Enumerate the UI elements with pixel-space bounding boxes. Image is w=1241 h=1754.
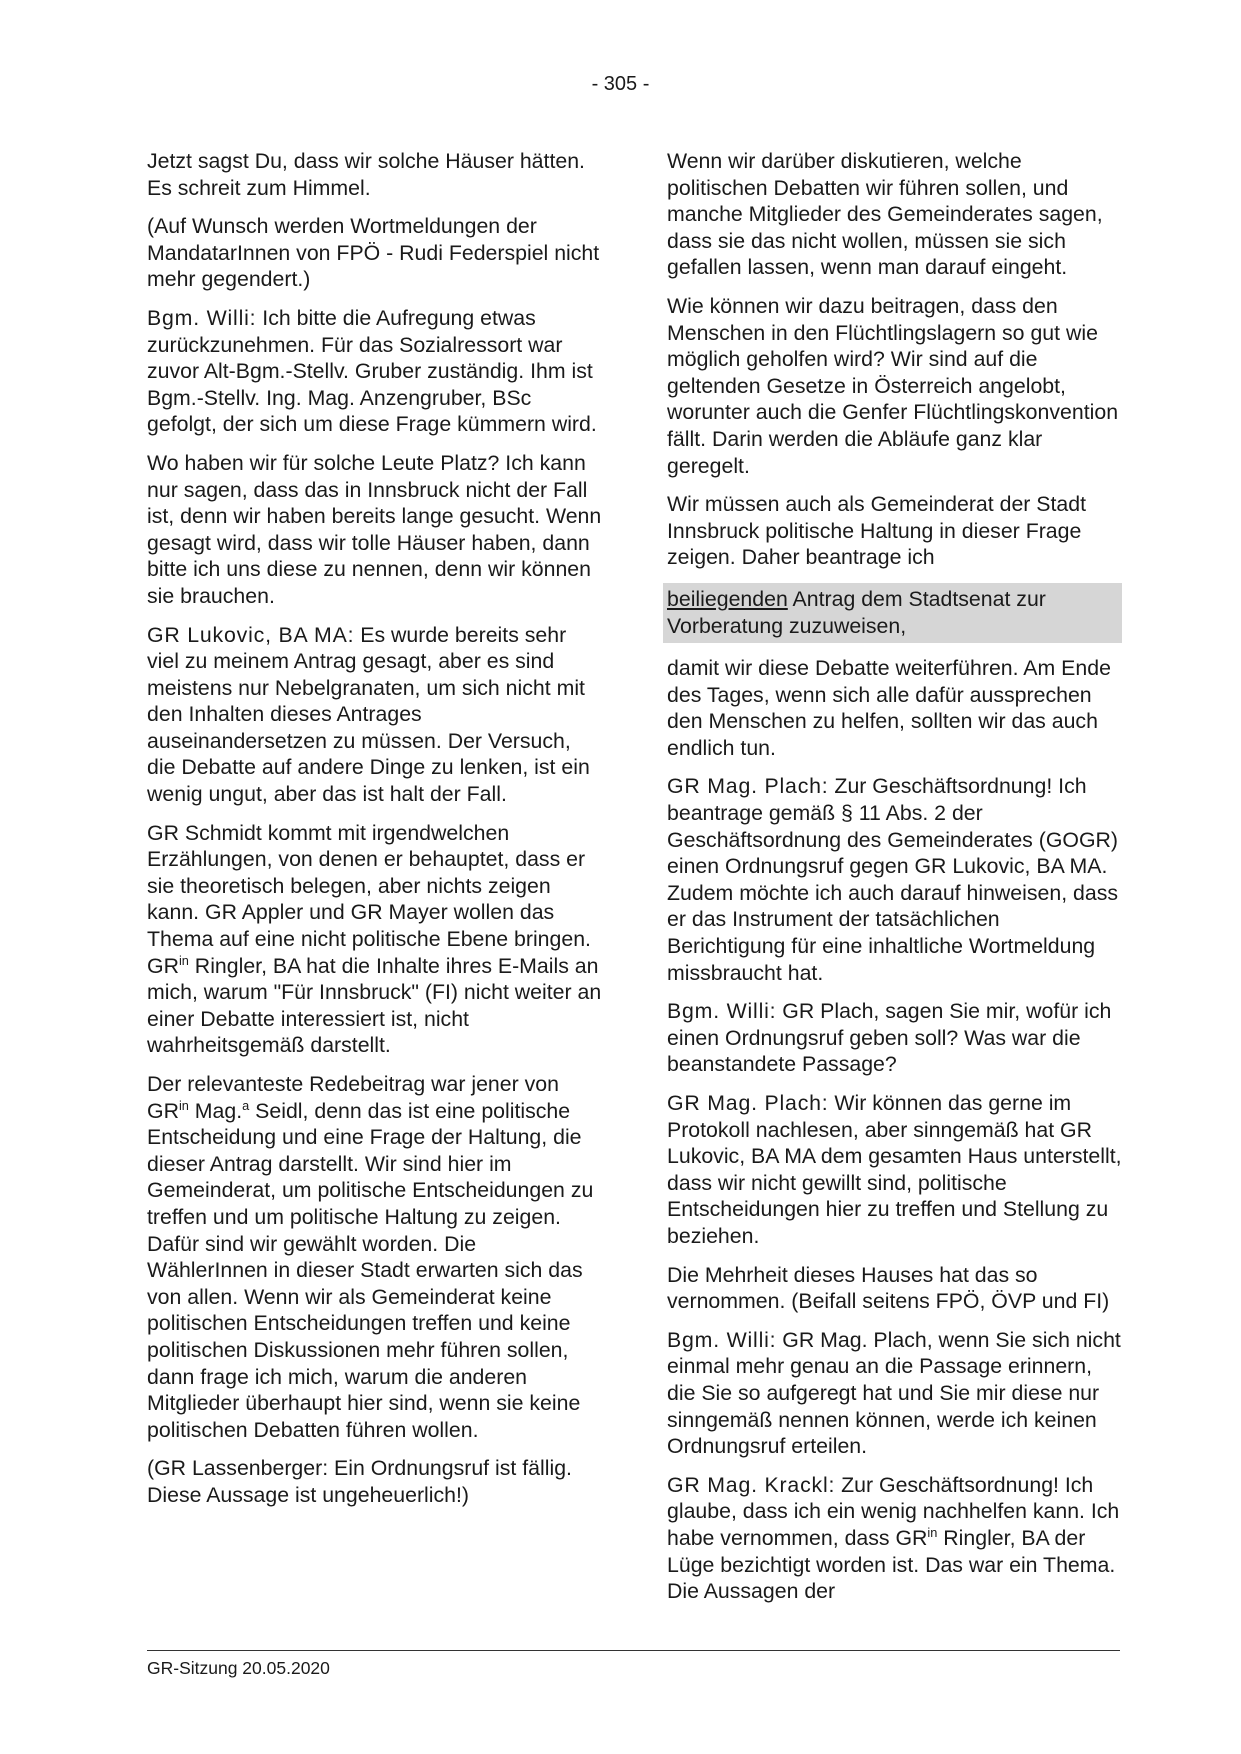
speech-text: Ich bitte die Aufregung etwas zurückzunehmen. Für das Sozialressort war zuvor Alt-Bgm.-Stellv. Gruber zuständig. Ihm ist Bgm.-Stellv. Ing. Mag. Anzengruber, BSc gefolgt, der sich um diese Frage kümmern wird.	[147, 305, 597, 437]
speaker-name: GR Mag. Plach:	[667, 774, 829, 799]
paragraph: Wir müssen auch als Gemeinderat der Stadt Innsbruck politische Haltung in dieser Frage zeigen. Daher beantrage ich	[667, 492, 1087, 570]
text-run: Seidl, denn das ist eine politische Entscheidung und eine Frage der Haltung, die dieser Antrag darstellt. Wir sind hier im Gemeinderat, um politische Entscheidungen zu treffen und um politische Haltung zu zeigen. Dafür sind wir gewählt worden. Die WählerInnen in dieser Stadt erwarten sich das von allen. Wenn wir als Gemeinderat keine politischen Entscheidungen treffen und keine politischen Diskussionen mehr führen sollen, dann frage ich mich, warum die anderen Mitglieder überhaupt hier sind, wenn sie keine politischen Debatten führen wollen.	[147, 1098, 594, 1442]
paragraph: Wie können wir dazu beitragen, dass den Menschen in den Flüchtlingslagern so gut wie möglich geholfen wird? Wir sind auf die geltenden Gesetze in Österreich angelobt, worunter auch die Genfer Flüchtlingskonvention fällt. Darin werden die Abläufe ganz klar geregelt.	[667, 293, 1119, 478]
paragraph	[667, 1327, 1122, 1460]
paragraph: Die Mehrheit dieses Hauses hat das so vernommen. (Beifall seitens FPÖ, ÖVP und FI)	[667, 1262, 1110, 1314]
footer-session-date: GR-Sitzung 20.05.2020	[147, 1658, 330, 1678]
paragraph	[147, 820, 602, 1059]
paragraph: Jetzt sagst Du, dass wir solche Häuser hätten. Es schreit zum Himmel.	[147, 149, 585, 200]
motion-text: Antrag dem Stadtsenat zur Vorberatung zuzuweisen,	[667, 586, 1046, 638]
speaker-name: Bgm. Willi:	[667, 999, 777, 1024]
text-run: Zur Geschäftsordnung! Ich glaube, dass ich ein wenig nachhelfen kann. Ich habe vernommen, dass GR	[667, 1472, 1120, 1550]
speech-text: GR Mag. Plach, wenn Sie sich nicht einmal mehr genau an die Passage erinnern, die Sie so aufgeregt hat und Sie mir diese nur sinngemäß nennen können, werde ich keinen Ordnungsruf erteilen.	[667, 1327, 1121, 1459]
text-run: Der relevanteste Redebeitrag war jener von GR	[147, 1072, 559, 1123]
text-run: GR Schmidt kommt mit irgendwelchen Erzählungen, von denen er behauptet, dass er sie theoretisch belegen, aber nichts zeigen kann. GR Appler und GR Mayer wollen das Thema auf eine nicht politische Ebene bringen. GR	[147, 820, 591, 978]
speaker-name: Bgm. Willi:	[667, 1327, 777, 1352]
speaker-name: GR Lukovic, BA MA:	[147, 622, 355, 647]
paragraph	[667, 998, 1122, 1078]
paragraph	[667, 773, 1122, 986]
left-column	[147, 148, 602, 1521]
speech-text: Zur Geschäftsordnung! Ich beantrage gemäß § 11 Abs. 2 der Geschäftsordnung des Gemeinderates (GOGR) einen Ordnungsruf gegen GR Lukovic, BA MA. Zudem möchte ich auch darauf hinweisen, dass er das Instrument der tatsächlichen Berichtigung für eine inhaltliche Wortmeldung missbraucht hat.	[667, 774, 1119, 985]
superscript: in	[178, 1097, 189, 1113]
paragraph: Wo haben wir für solche Leute Platz? Ich kann nur sagen, dass das in Innsbruck nicht der Fall ist, denn wir haben bereits lange gesucht. Wenn gesagt wird, dass wir tolle Häuser haben, dann bitte ich uns diese zu nennen, denn wir können sie brauchen.	[147, 450, 602, 608]
paragraph	[147, 1071, 602, 1443]
paragraph: Wenn wir darüber diskutieren, welche politischen Debatten wir führen sollen, und manche Mitglieder des Gemeinderates sagen, dass sie das nicht wollen, müssen sie sich gefallen lassen, wenn man darauf eingeht.	[667, 149, 1103, 280]
right-column	[667, 148, 1122, 1617]
speech-text: GR Plach, sagen Sie mir, wofür ich einen Ordnungsruf geben soll? Was war die beanstandete Passage?	[667, 999, 1112, 1077]
speech-text: Es wurde bereits sehr viel zu meinem Antrag gesagt, aber es sind meistens nur Nebelgranaten, um sich nicht mit den Inhalten dieses Antrages auseinandersetzen zu müssen. Der Versuch, die Debatte auf andere Dinge zu lenken, ist ein wenig ungut, aber das ist halt der Fall.	[147, 622, 590, 807]
paragraph: (Auf Wunsch werden Wortmeldungen der MandatarInnen von FPÖ - Rudi Federspiel nicht mehr gegendert.)	[147, 214, 600, 292]
speaker-name: GR Mag. Plach:	[667, 1091, 829, 1115]
speaker-name: Bgm. Willi:	[147, 305, 257, 330]
paragraph	[667, 1472, 1122, 1605]
motion-highlight	[663, 583, 1122, 643]
paragraph: (GR Lassenberger: Ein Ordnungsruf ist fällig. Diese Aussage ist ungeheuerlich!)	[147, 1456, 572, 1507]
footer-divider	[147, 1650, 1120, 1651]
text-run: Ringler, BA hat die Inhalte ihres E-Mails an mich, warum "Für Innsbruck" (FI) nicht weiter an einer Debatte interessiert ist, nicht wahrheitsgemäß darstellt.	[147, 953, 602, 1058]
paragraph	[147, 305, 602, 438]
speech-text: Wir können das gerne im Protokoll nachlesen, aber sinngemäß hat GR Lukovic, BA MA dem gesamten Haus unterstellt, dass wir nicht gewillt sind, politische Entscheidungen hier zu treffen und Stellung zu beziehen.	[667, 1091, 1122, 1248]
paragraph	[147, 622, 602, 808]
superscript: in	[178, 952, 189, 968]
page-number: - 305 -	[591, 73, 650, 95]
paragraph: damit wir diese Debatte weiterführen. Am Ende des Tages, wenn sich alle dafür aussprechen den Menschen zu helfen, sollten wir das auch endlich tun.	[667, 656, 1111, 760]
attachment-link[interactable]: beiliegenden	[667, 586, 788, 611]
superscript: a	[242, 1097, 250, 1113]
paragraph	[667, 1090, 1122, 1250]
speaker-name: GR Mag. Krackl:	[667, 1472, 836, 1497]
text-run: Ringler, BA der Lüge bezichtigt worden ist. Das war ein Thema. Die Aussagen der	[667, 1525, 1116, 1604]
text-run: Mag.	[188, 1098, 243, 1123]
superscript: in	[927, 1524, 938, 1540]
